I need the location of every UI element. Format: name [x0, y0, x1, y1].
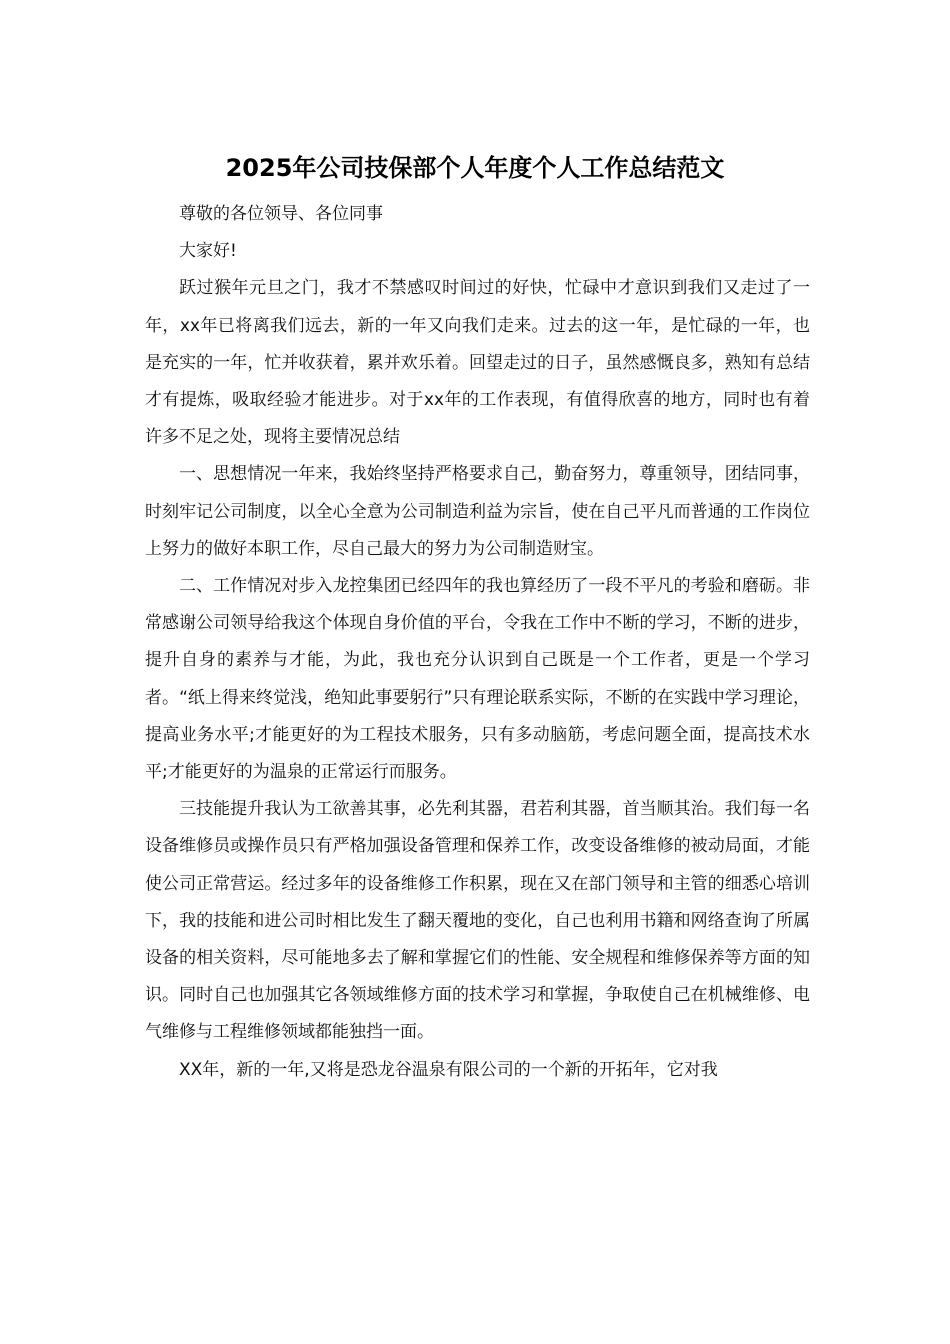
salutation-paragraph: 尊敬的各位领导、各位同事 — [179, 204, 383, 224]
skill-section-paragraph: 三技能提升我认为工欲善其事，必先利其器，君若利其器，首当顺其治。我们每一名设备维修员或操作员只有严格加强设备管理和保养工作，改变设备维修的被动局面，才能使公司正常营运。经过多年的设备维修工作积累，现在又在部门领导和主管的细悉心培训下，我的技能和进公司时相比发生了翻天覆地的变化，自己也利用书籍和网络查询了所属设备的相关资料，尽可能地多去了解和掌握它们的性能、安全规程和维修保养等方面的知识。同时自己也加强其它各领域维修方面的技术学习和掌握，争取使自己在机械维修、电气维修与工程维修领域都能独挡一面。 — [145, 799, 810, 1043]
greeting-paragraph: 大家好! — [179, 241, 237, 262]
document-title: 2025年公司技保部个人年度个人工作总结范文 — [225, 154, 725, 182]
work-section-paragraph: 二、工作情况对步入龙控集团已经四年的我也算经历了一段不平凡的考验和磨砺。非常感谢公司领导给我这个体现自身价值的平台，令我在工作中不断的学习，不断的进步，提升自身的素养与才能，为此，我也充分认识到自己既是一个工作者，更是一个学习者。“纸上得来终觉浅，绝知此事要躬行”只有理论联系实际，不断的在实践中学习理论，提高业务水平;才能更好的为工程技术服务，只有多动脑筋，考虑问题全面，提高技术水平;才能更好的为温泉的正常运行而服务。 — [145, 576, 810, 783]
document-body — [145, 196, 810, 1089]
thought-section-paragraph: 一、思想情况一年来，我始终坚持严格要求自己，勤奋努力，尊重领导，团结同事，时刻牢记公司制度，以全心全意为公司制造利益为宗旨，使在自己平凡而普通的工作岗位上努力的做好本职工作，尽自己最大的努力为公司制造财宝。 — [145, 464, 810, 559]
intro-paragraph: 跃过猴年元旦之门，我才不禁感叹时间过的好快，忙碌中才意识到我们又走过了一年，xx年已将离我们远去，新的一年又向我们走来。过去的这一年，是忙碌的一年，也是充实的一年，忙并收获着，累并欢乐着。回望走过的日子，虽然感慨良多，熟知有总结才有提炼，吸取经验才能进步。对于xx年的工作表现，有值得欣喜的地方，同时也有着许多不足之处，现将主要情况总结 — [145, 278, 810, 448]
new-year-paragraph: XX年，新的一年,又将是恐龙谷温泉有限公司的一个新的开拓年，它对我 — [179, 1059, 718, 1080]
